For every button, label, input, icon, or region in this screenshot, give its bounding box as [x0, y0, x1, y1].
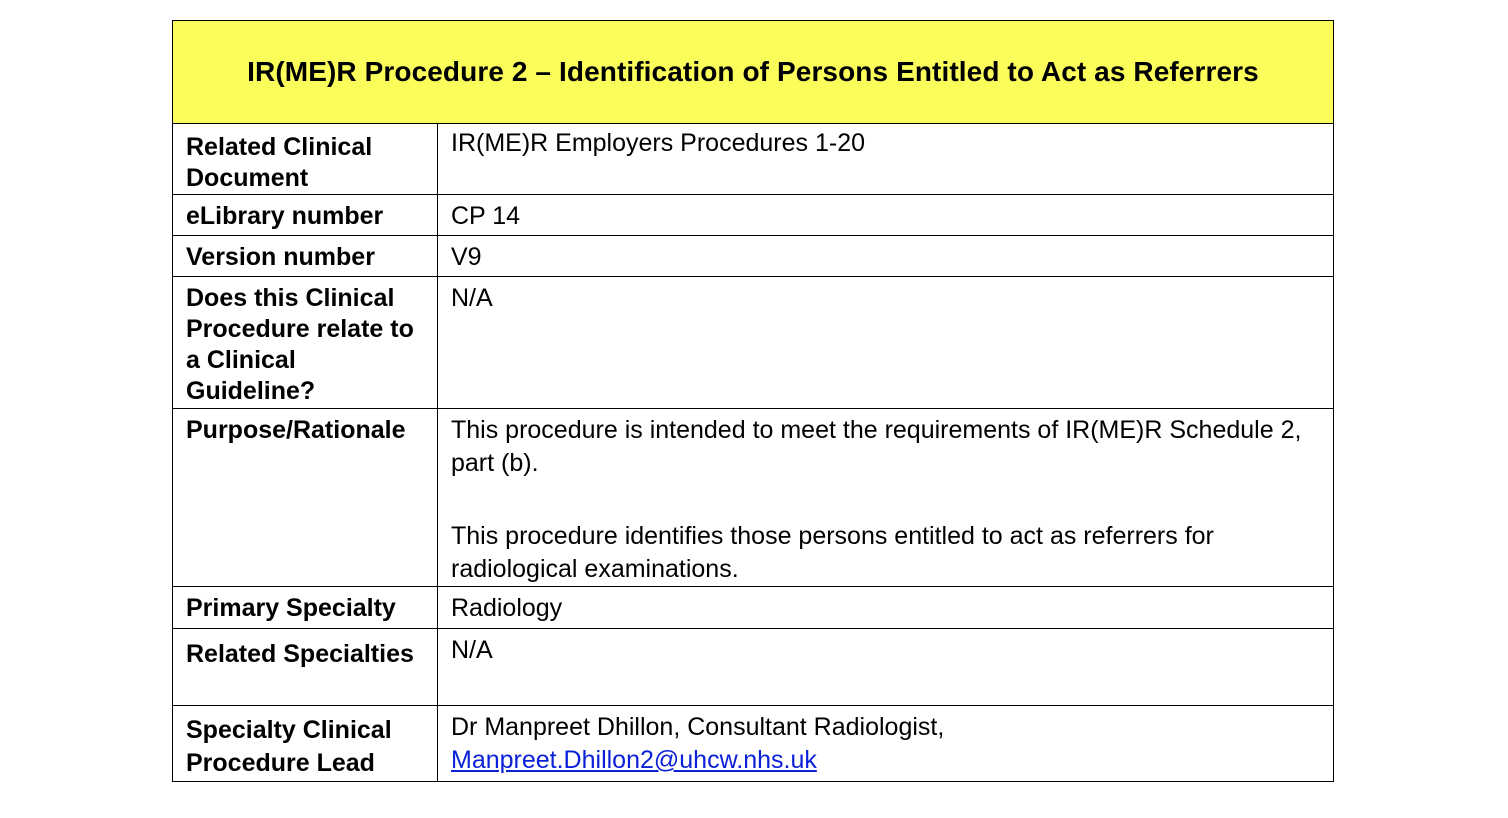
procedure-lead-name: Dr Manpreet Dhillon, Consultant Radiologist,: [451, 713, 945, 741]
document-title: IR(ME)R Procedure 2 – Identification of Persons Entitled to Act as Referrers: [173, 21, 1334, 124]
version-number-label: Version number: [173, 236, 438, 277]
related-specialties-label: Related Specialties: [173, 629, 438, 706]
version-number-value: V9: [438, 236, 1334, 277]
paragraph-spacer: [451, 480, 1323, 520]
purpose-paragraph-1: This procedure is intended to meet the requirements of IR(ME)R Schedule 2, part (b).: [451, 416, 1302, 477]
purpose-label: Purpose/Rationale: [173, 409, 438, 587]
table-row: [173, 124, 1334, 195]
procedure-lead-label: Specialty Clinical Procedure Lead: [173, 706, 438, 782]
table-row: [173, 587, 1334, 629]
primary-specialty-label: Primary Specialty: [173, 587, 438, 629]
primary-specialty-value: Radiology: [438, 587, 1334, 629]
elibrary-number-label: eLibrary number: [173, 195, 438, 236]
clinical-guideline-label: Does this Clinical Procedure relate to a Clinical Guideline?: [173, 277, 438, 409]
related-document-label: Related Clinical Document: [173, 124, 438, 195]
elibrary-number-value: CP 14: [438, 195, 1334, 236]
table-row: [173, 195, 1334, 236]
table-row: [173, 629, 1334, 706]
related-document-value: IR(ME)R Employers Procedures 1-20: [438, 124, 1334, 195]
title-row: [173, 21, 1334, 124]
purpose-paragraph-2: This procedure identifies those persons entitled to act as referrers for radiological examinations.: [451, 522, 1214, 583]
table-row: [173, 236, 1334, 277]
procedure-lead-email-link[interactable]: Manpreet.Dhillon2@uhcw.nhs.uk: [451, 746, 817, 774]
table-row: [173, 277, 1334, 409]
purpose-value: [438, 409, 1334, 587]
clinical-guideline-value: N/A: [438, 277, 1334, 409]
related-specialties-value: N/A: [438, 629, 1334, 706]
table-row: [173, 706, 1334, 782]
procedure-info-table: [172, 20, 1334, 782]
table-row: [173, 409, 1334, 587]
procedure-lead-value: [438, 706, 1334, 782]
